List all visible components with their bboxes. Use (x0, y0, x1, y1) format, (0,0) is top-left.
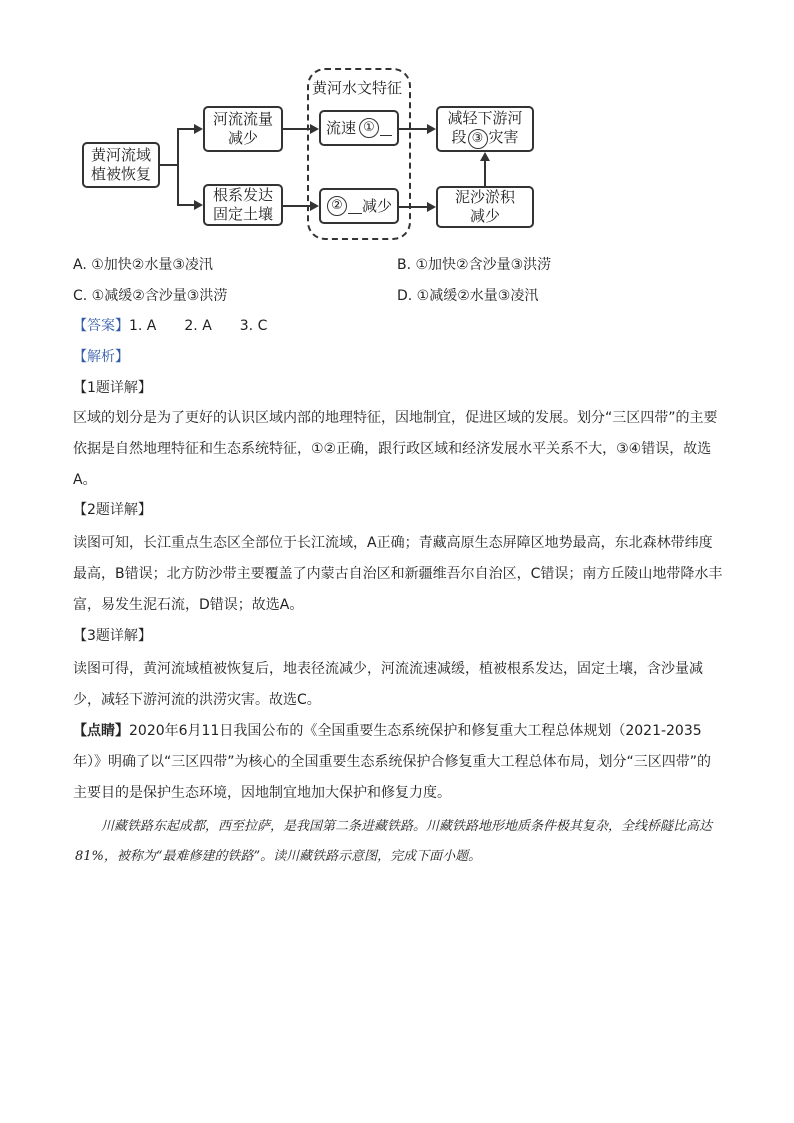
option-b: B. ①加快②含沙量③洪涝 (397, 257, 552, 273)
speed-prefix: 流速 (325, 118, 356, 137)
q1-label: 【1题详解】 (73, 380, 152, 396)
intro-paragraph: 川藏铁路东起成都，西至拉萨，是我国第二条进藏铁路。川藏铁路地形地质条件极其复杂，全线桥隧比高达81%，被称为“最难修建的铁路”。读川藏铁路示意图，完成下面小题。 (75, 819, 713, 864)
connector (177, 128, 179, 206)
blank-3-marker: ③ (468, 129, 488, 149)
arrow-head (427, 124, 436, 134)
arrow-head (194, 200, 203, 210)
q3-label: 【3题详解】 (73, 628, 152, 644)
speed-box (319, 110, 399, 146)
tip-label: 【点睛】 (73, 723, 129, 739)
roots-label: 根系发达 固定土壤 (212, 186, 273, 223)
q2-label: 【2题详解】 (73, 502, 152, 518)
connector (283, 128, 310, 130)
result-box (436, 106, 534, 152)
q1-text: 区域的划分是为了更好的认识区域内部的地理特征，因地制宜，促进区域的发展。划分“三区四带”的主要依据是自然地理特征和生态系统特征，①②正确，跟行政区域和经济发展水平关系不大，③④错误，故选A。 (73, 410, 718, 488)
silt-box (436, 186, 534, 228)
connector (177, 128, 194, 130)
tip-paragraph (73, 716, 723, 809)
blank-line (348, 199, 362, 214)
option-c: C. ①减缓②含沙量③洪涝 (73, 288, 228, 304)
result-line-1: 减轻下游河 (447, 109, 523, 127)
result-line-2 (451, 128, 518, 149)
blank-2-marker: ② (327, 196, 347, 216)
result-prefix: 段 (451, 128, 467, 146)
connector (283, 205, 310, 207)
connector (399, 128, 427, 130)
flow-diagram (70, 62, 570, 242)
group-title: 黄河水文特征 (312, 79, 403, 97)
blank-line (380, 121, 392, 136)
sediment-box (319, 188, 399, 224)
roots-box (203, 184, 283, 226)
arrow-head (427, 202, 436, 212)
blank-1-marker: ① (359, 118, 379, 138)
connector (160, 164, 178, 166)
arrow-head (310, 124, 319, 134)
answer-line (73, 316, 267, 336)
flow-decrease-box (203, 106, 283, 152)
connector (177, 204, 194, 206)
source-label: 黄河流域 植被恢复 (90, 146, 151, 183)
answer-value: 1. A 2. A 3. C (129, 318, 268, 334)
connector (399, 206, 427, 208)
source-box (82, 142, 160, 188)
arrow-head (310, 201, 319, 211)
q3-text: 读图可得，黄河流域植被恢复后，地表径流减少，河流流速减缓，植被根系发达，固定土壤，含沙量减少，减轻下游河流的洪涝灾害。故选C。 (73, 661, 703, 708)
result-suffix: 灾害 (488, 128, 519, 146)
tip-text: 2020年6月11日我国公布的《全国重要生态系统保护和修复重大工程总体规划（2021-2035年）》明确了以“三区四带”为核心的全国重要生态系统保护合修复重大工程总体布局，划分“三区四带”的主要目的是保护生态环境，因地制宜地加大保护和修复力度。 (73, 723, 712, 801)
silt-label: 泥沙淤积 减少 (454, 188, 515, 225)
arrow-head (194, 124, 203, 134)
option-a: A. ①加快②水量③凌汛 (73, 257, 213, 273)
q2-text: 读图可知，长江重点生态区全部位于长江流域，A正确；青藏高原生态屏障区地势最高，东北森林带纬度最高，B错误；北方防沙带主要覆盖了内蒙古自治区和新疆维吾尔自治区，C错误；南方丘陵山地带降水丰富，易发生泥石流，D错误；故选A。 (73, 535, 723, 613)
option-d: D. ①减缓②水量③凌汛 (397, 288, 539, 304)
flow-decrease-label: 河流流量 减少 (212, 110, 273, 147)
connector (484, 161, 486, 186)
answer-label: 【答案】 (73, 318, 129, 334)
arrow-head (480, 152, 490, 161)
sediment-suffix: 减少 (361, 196, 392, 215)
analysis-label: 【解析】 (73, 349, 129, 365)
